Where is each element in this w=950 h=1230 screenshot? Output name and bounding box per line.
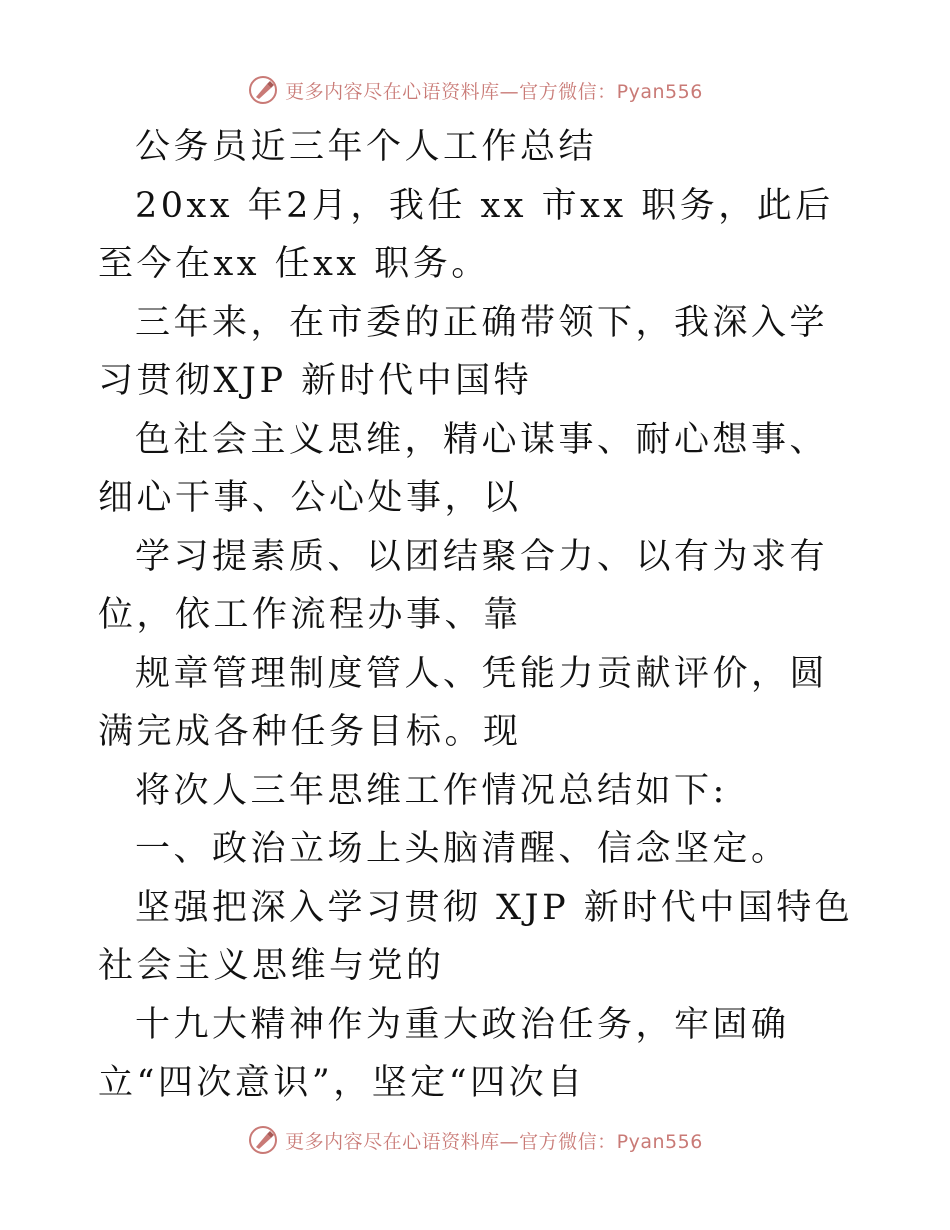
- paragraph-line: 三年来，在市委的正确带领下，我深入学习贯彻XJP 新时代中国特: [98, 302, 829, 401]
- paragraph-line: 学习提素质、以团结聚合力、以有为求有位，依工作流程办事、靠: [98, 536, 829, 635]
- pen-nib-logo-icon: [247, 74, 279, 106]
- watermark-text: 更多内容尽在心语资料库—官方微信：Pyan556: [285, 1130, 703, 1153]
- pen-nib-logo-icon: [247, 1124, 279, 1156]
- section-heading: 一、政治立场上头脑清醒、信念坚定。: [135, 829, 790, 869]
- paragraph-line: 20xx 年2月，我任 xx 市xx 职务，此后至今在xx 任xx 职务。: [98, 185, 834, 284]
- paragraph-line: 将次人三年思维工作情况总结如下:: [135, 770, 728, 811]
- document-title: 公务员近三年个人工作总结: [135, 127, 598, 167]
- paragraph-line: 坚强把深入学习贯彻 XJP 新时代中国特色社会主义思维与党的: [98, 887, 854, 986]
- footer-watermark-banner: [0, 1120, 950, 1160]
- watermark-text: 更多内容尽在心语资料库—官方微信：Pyan556: [285, 80, 703, 103]
- header-watermark-banner: [0, 70, 950, 110]
- paragraph-line: 规章管理制度管人、凭能力贡献评价，圆满完成各种任务目标。现: [98, 653, 829, 752]
- document-body: [98, 118, 858, 1113]
- paragraph-line: 十九大精神作为重大政治任务，牢固确立“四次意识”，坚定“四次自: [98, 1004, 790, 1103]
- paragraph-line: 色社会主义思维，精心谋事、耐心想事、细心干事、公心处事，以: [98, 419, 829, 518]
